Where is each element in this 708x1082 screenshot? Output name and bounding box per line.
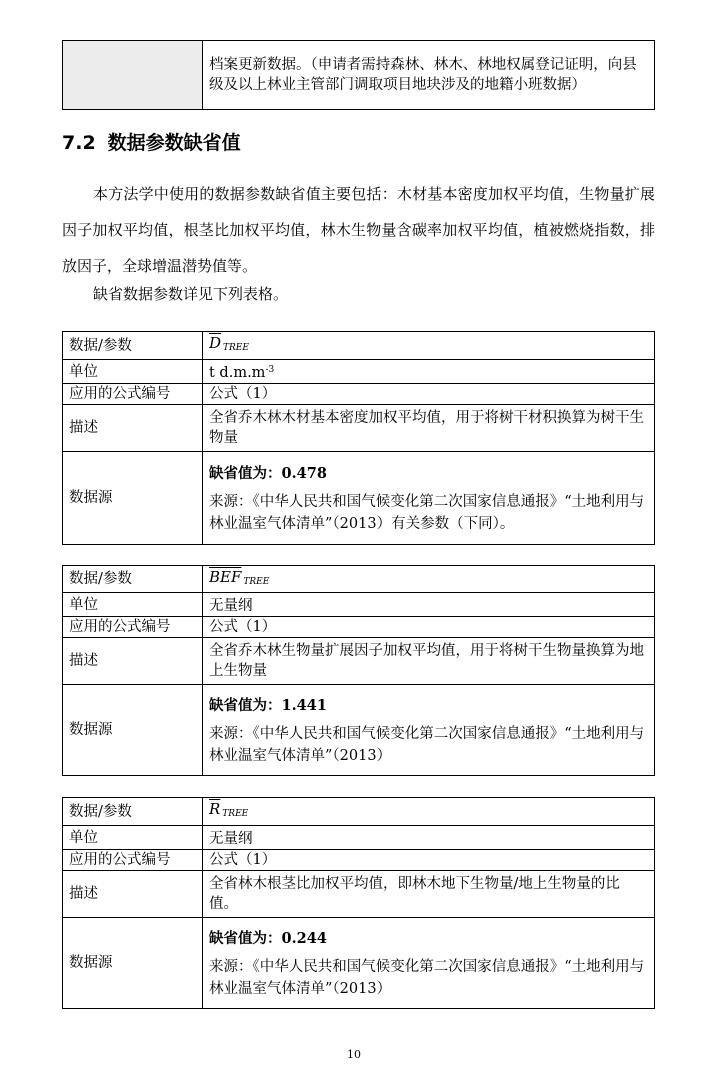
source-cell: [203, 918, 655, 1009]
desc-label: 描述: [63, 871, 203, 918]
page-number: 10: [347, 1048, 361, 1061]
unit-label: 单位: [63, 593, 203, 617]
param-label: 数据/参数: [63, 332, 203, 360]
unit-label: 单位: [63, 360, 203, 384]
continuation-label-cell: [63, 41, 203, 110]
unit-value: t $d.m.m^{-3}$: [203, 360, 655, 384]
unit-label: 单位: [63, 826, 203, 850]
source-label: 数据源: [63, 452, 203, 545]
section-heading: [62, 128, 241, 155]
formula-value: 公式（1）: [203, 384, 655, 405]
source-text: 来源：《中华人民共和国气候变化第二次国家信息通报》“土地利用与林业温室气体清单”（2013）: [209, 959, 645, 997]
section-number: 7.2: [62, 132, 96, 154]
intro-paragraph: 本方法学中使用的数据参数缺省值主要包括：木材基本密度加权平均值，生物量扩展因子加权平均值，根茎比加权平均值，林木生物量含碳率加权平均值，植被燃烧指数，排放因子，全球增温潜势值等。: [62, 185, 655, 275]
continuation-text: 档案更新数据。（申请者需持森林、林木、林地权属登记证明，向县级及以上林业主管部门调取项目地块涉及的地籍小班数据）: [203, 41, 655, 110]
section-title: 数据参数缺省值: [107, 132, 241, 154]
source-label: 数据源: [63, 685, 203, 776]
formula-value: 公式（1）: [203, 850, 655, 871]
param-symbol: $\overline{D}$ $_{TREE}$: [203, 332, 655, 360]
source-text: 来源：《中华人民共和国气候变化第二次国家信息通报》“土地利用与林业温室气体清单”（2013）有关参数（下同）。: [209, 494, 645, 532]
table-intro-paragraph: 缺省数据参数详见下列表格。: [93, 285, 289, 303]
unit-value: 无量纲: [203, 593, 655, 617]
param-table-density: [62, 331, 655, 545]
formula-label: 应用的公式编号: [63, 617, 203, 638]
continuation-table: [62, 40, 655, 110]
desc-value: 全省乔木林生物量扩展因子加权平均值，用于将树干生物量换算为地上生物量: [203, 638, 655, 685]
formula-label: 应用的公式编号: [63, 850, 203, 871]
param-symbol: $\overline{BEF}$ $_{TREE}$: [203, 566, 655, 593]
desc-value: 全省乔木林木材基本密度加权平均值，用于将树干材积换算为树干生物量: [203, 405, 655, 452]
param-table-bef: [62, 565, 655, 776]
default-value: 缺省值为：0.244: [209, 930, 327, 947]
desc-label: 描述: [63, 638, 203, 685]
source-cell: [203, 452, 655, 545]
source-cell: [203, 685, 655, 776]
default-value: 缺省值为：0.478: [209, 465, 327, 482]
unit-value: 无量纲: [203, 826, 655, 850]
source-label: 数据源: [63, 918, 203, 1009]
desc-value: 全省林木根茎比加权平均值，即林木地下生物量/地上生物量的比值。: [203, 871, 655, 918]
param-label: 数据/参数: [63, 798, 203, 826]
desc-label: 描述: [63, 405, 203, 452]
source-text: 来源：《中华人民共和国气候变化第二次国家信息通报》“土地利用与林业温室气体清单”（2013）: [209, 726, 645, 764]
formula-value: 公式（1）: [203, 617, 655, 638]
default-value: 缺省值为：1.441: [209, 697, 327, 714]
param-symbol: $\overline{R}$ $_{TREE}$: [203, 798, 655, 826]
formula-label: 应用的公式编号: [63, 384, 203, 405]
param-label: 数据/参数: [63, 566, 203, 593]
param-table-root-shoot: [62, 797, 655, 1009]
